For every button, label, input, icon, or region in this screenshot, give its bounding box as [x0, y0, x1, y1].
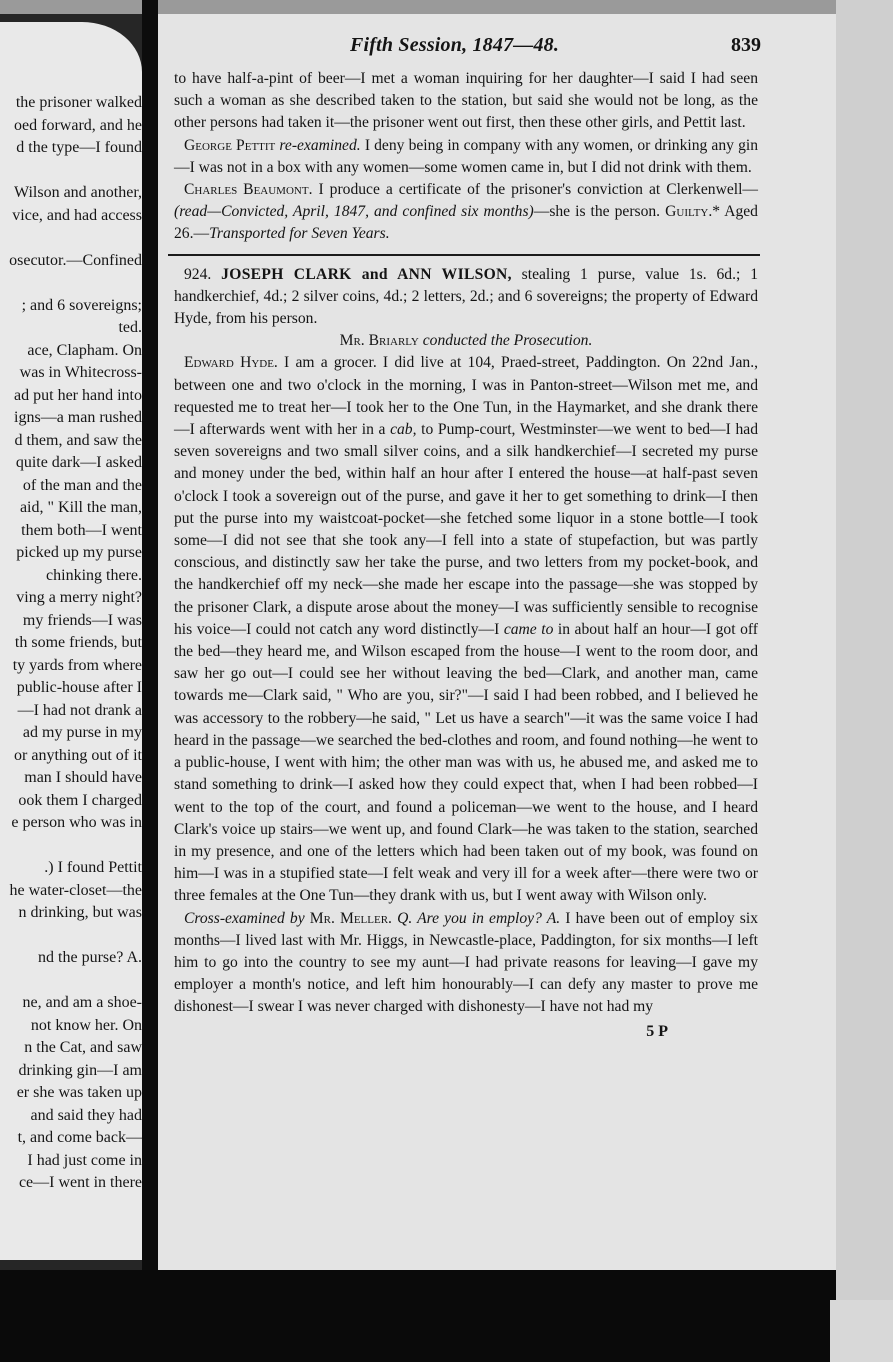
running-header	[174, 34, 761, 68]
facing-page-line	[0, 160, 142, 183]
facing-page-line: n drinking, but was	[18, 904, 142, 921]
facing-page-line: n the Cat, and saw	[24, 1039, 142, 1056]
facing-page-fragment	[0, 22, 142, 1260]
facing-page-line: Wilson and another,	[13, 184, 142, 201]
facing-page-line	[0, 970, 142, 993]
page-number: 839	[731, 34, 761, 56]
facing-page-line: d them, and saw the	[14, 431, 142, 449]
facing-page-line: my friends—I was	[22, 611, 142, 629]
verdict: Guilty.*	[665, 203, 721, 221]
book-gutter	[142, 0, 158, 1362]
previous-case-ending	[174, 68, 758, 246]
facing-page-line: er she was taken up	[16, 1084, 142, 1101]
paragraph-text: I deny being in company with any women, or drinking any gin—I was not in a box with any women—some women came in, but I did not drink with them.	[174, 136, 758, 176]
facing-page-line: .) I found Pettit	[44, 859, 142, 876]
facing-page-line: picked up my purse	[16, 544, 142, 561]
italic-word: cab,	[390, 421, 417, 439]
facing-page-line: osecutor.—Confined	[9, 251, 142, 269]
facing-page-line: I had just come in	[27, 1151, 142, 1169]
paragraph-text: I produce a certificate of the prisoner's conviction at Clerkenwell—	[312, 181, 759, 199]
facing-page-line: ace, Clapham. On	[27, 341, 142, 359]
facing-page-line: t, and come back—	[17, 1129, 142, 1146]
facing-page-text	[0, 92, 142, 1195]
paragraph-text: in about half an hour—I got off the bed—they heard me, and Wilson escaped from the house—I went to the room door, and saw her go out—I could see her without leaving the bed—Clark, and another man, came towards me—Clark said, " Who are you, sir?"—I said I had been robbed, and I believed he was accessory to the robbery—he said, " Let us have a search"—it was the same voice I had heard in the passage—we searched the bed-clothes and room, and found nothing—he went to a public-house, I went with him; the other man was with us, he abused me, and asked me to stand something to drink—I asked how they could expect that, when I had been robbed—I went to the top of the court, and found a policeman—we went to the house, and I heard Clark's voice up stairs—we went up, and found Clark—he was taken to the station, searched in my presence, and one of the letters which had been taken out of my book, was found on him—I was in a stupified state—I felt weak and very ill for a week after—there were two or three females at the One Tun—they drank with us, but I went away with Wilson only.	[174, 620, 758, 905]
facing-page-line: d the type—I found	[16, 139, 142, 156]
facing-page-line: chinking there.	[46, 566, 142, 584]
witness-role: re-examined.	[279, 136, 361, 154]
cross-examination-label: Cross-examined by	[184, 909, 305, 927]
paragraph-text: —she is the person.	[533, 203, 666, 221]
facing-page-line: man I should have	[24, 769, 142, 786]
scan-bottom-edge	[0, 1270, 836, 1362]
facing-page-line: ving a merry night?	[16, 589, 142, 606]
facing-page-line: the prisoner walked	[15, 94, 142, 111]
witness-name: Charles Beaumont.	[184, 181, 313, 199]
paragraph	[174, 135, 758, 179]
case-heading	[174, 264, 758, 331]
testimony	[174, 352, 758, 1018]
facing-page-line: ted.	[118, 319, 142, 336]
paragraph	[174, 908, 758, 1019]
case-number: 924.	[184, 265, 212, 283]
facing-page-line: ne, and am a shoe-	[22, 994, 142, 1011]
facing-page-line	[0, 227, 142, 250]
facing-page-line: aid, " Kill the man,	[19, 499, 142, 516]
sentence: Transported for Seven Years.	[209, 225, 390, 243]
facing-page-line: and said they had	[30, 1106, 142, 1124]
facing-page-line	[0, 835, 142, 858]
main-page	[158, 14, 836, 1270]
signature-mark: 5 P	[646, 1022, 668, 1040]
facing-page-line: igns—a man rushed	[14, 409, 142, 426]
facing-page-line: or anything out of it	[14, 746, 142, 764]
facing-page-line: of the man and the	[22, 476, 142, 494]
paragraph-text: I have been out of employ six months—I lived last with Mr. Higgs, in Newcastle-place, Paddington, for six months—I left him to go into the country to see my aunt—I had private reasons for leaving—I gave my employer a month's notice, and left him honourably—I can defy any master to prove me dishonest—I swear I was never charged with dishonesty—I have not had my	[174, 909, 759, 1016]
facing-page-line: them both—I went	[21, 521, 142, 539]
paragraph-text: I am a grocer. I did live at 104, Praed-street, Paddington. On 22nd Jan., between one and two o'clock in the morning, I was in Panton-street—Wilson met me, and requested me to treat her—I took her to the One Tun, in the Haymarket, and she drank there—I afterwards went with her in a	[174, 354, 758, 439]
facing-page-line	[0, 925, 142, 948]
page-content	[174, 34, 761, 1043]
facing-page-line: ; and 6 sovereigns;	[21, 296, 142, 314]
scan-bottom-corner	[830, 1300, 893, 1362]
question: Q. Are you in employ?	[391, 909, 542, 927]
scan-top-edge	[0, 0, 836, 14]
facing-page-line: was in Whitecross-	[19, 364, 142, 381]
facing-page-line: —I had not drank a	[17, 701, 142, 719]
answer-label: A.	[541, 909, 561, 927]
facing-page-line: public-house after I	[16, 679, 142, 696]
facing-page-line: ty yards from where	[12, 656, 142, 674]
witness-name: George Pettit	[184, 136, 276, 154]
facing-page-line: ook them I charged	[18, 791, 142, 809]
paragraph	[174, 68, 758, 135]
age-text: Aged 26.—	[174, 203, 758, 243]
scan-right-margin	[836, 0, 893, 1362]
prosecution-text: conducted the Prosecution.	[418, 332, 593, 350]
facing-page-line: ad put her hand into	[14, 386, 142, 404]
facing-page-line: th some friends, but	[14, 634, 142, 651]
conviction-record: (read—Convicted, April, 1847, and confined six months)	[174, 203, 534, 221]
prosecutor-name: Mr. Briarly	[339, 332, 419, 350]
facing-page-line: he water-closet—the	[9, 881, 142, 899]
facing-page-line: oed forward, and he	[14, 116, 142, 134]
facing-page-line: drinking gin—I am	[18, 1061, 142, 1079]
charge-text: stealing 1 purse, value 1s. 6d.; 1 handkerchief, 4d.; 2 silver coins, 4d.; 2 letters, 2d.; and 6 sovereigns; the property of Edward Hyde, from his person.	[174, 265, 758, 328]
facing-page-line: quite dark—I asked	[15, 454, 142, 471]
counsel-name: Mr. Meller.	[309, 909, 392, 927]
facing-page-line: nd the purse? A.	[38, 949, 142, 966]
paragraph	[174, 352, 758, 907]
paragraph-text: to have half-a-pint of beer—I met a woman inquiring for her daughter—I said I had seen such a woman as she described taken to the station, but said she would not be long, as the other persons had taken it—the prisoner went out first, then these other girls, and Pettit last.	[174, 70, 758, 132]
facing-page-line: ce—I went in there	[18, 1174, 142, 1191]
facing-page-line	[0, 272, 142, 295]
witness-name: Edward Hyde.	[184, 354, 278, 372]
facing-page-line: not know her. On	[30, 1016, 142, 1034]
facing-page-line: ad my purse in my	[22, 724, 142, 741]
facing-page-line: vice, and had access	[12, 206, 142, 224]
prosecution-line	[174, 330, 758, 352]
defendants: JOSEPH CLARK and ANN WILSON,	[221, 265, 512, 283]
case-divider-rule	[168, 254, 760, 256]
paragraph	[174, 179, 758, 246]
italic-word: came to	[503, 620, 554, 638]
paragraph-text: to Pump-court, Westminster—we went to bed—I had seven sovereigns and two small silver coins, and a silk handkerchief—I secreted my purse and money under the bed, within half an hour after I entered the house—at half-past seven o'clock I took a sovereign out of the purse, and gave it her to get something to drink—I then put the purse into my waistcoat-pocket—she fetched some liquor in a stone bottle—I took some—I did not see that she took any—I fell into a state of stupefaction, but was partly conscious, and distinctly saw her take the purse, and two letters from my pocket-book, and the handkerchief off my neck—she made her escape into the passage—she was stopped by the prisoner Clark, a dispute arose about the money—I was sufficiently sensible to recognise his voice—I could not catch any word distinctly—I	[174, 421, 758, 638]
facing-page-line: e person who was in	[11, 814, 142, 831]
session-title: Fifth Session, 1847—48.	[350, 34, 560, 56]
